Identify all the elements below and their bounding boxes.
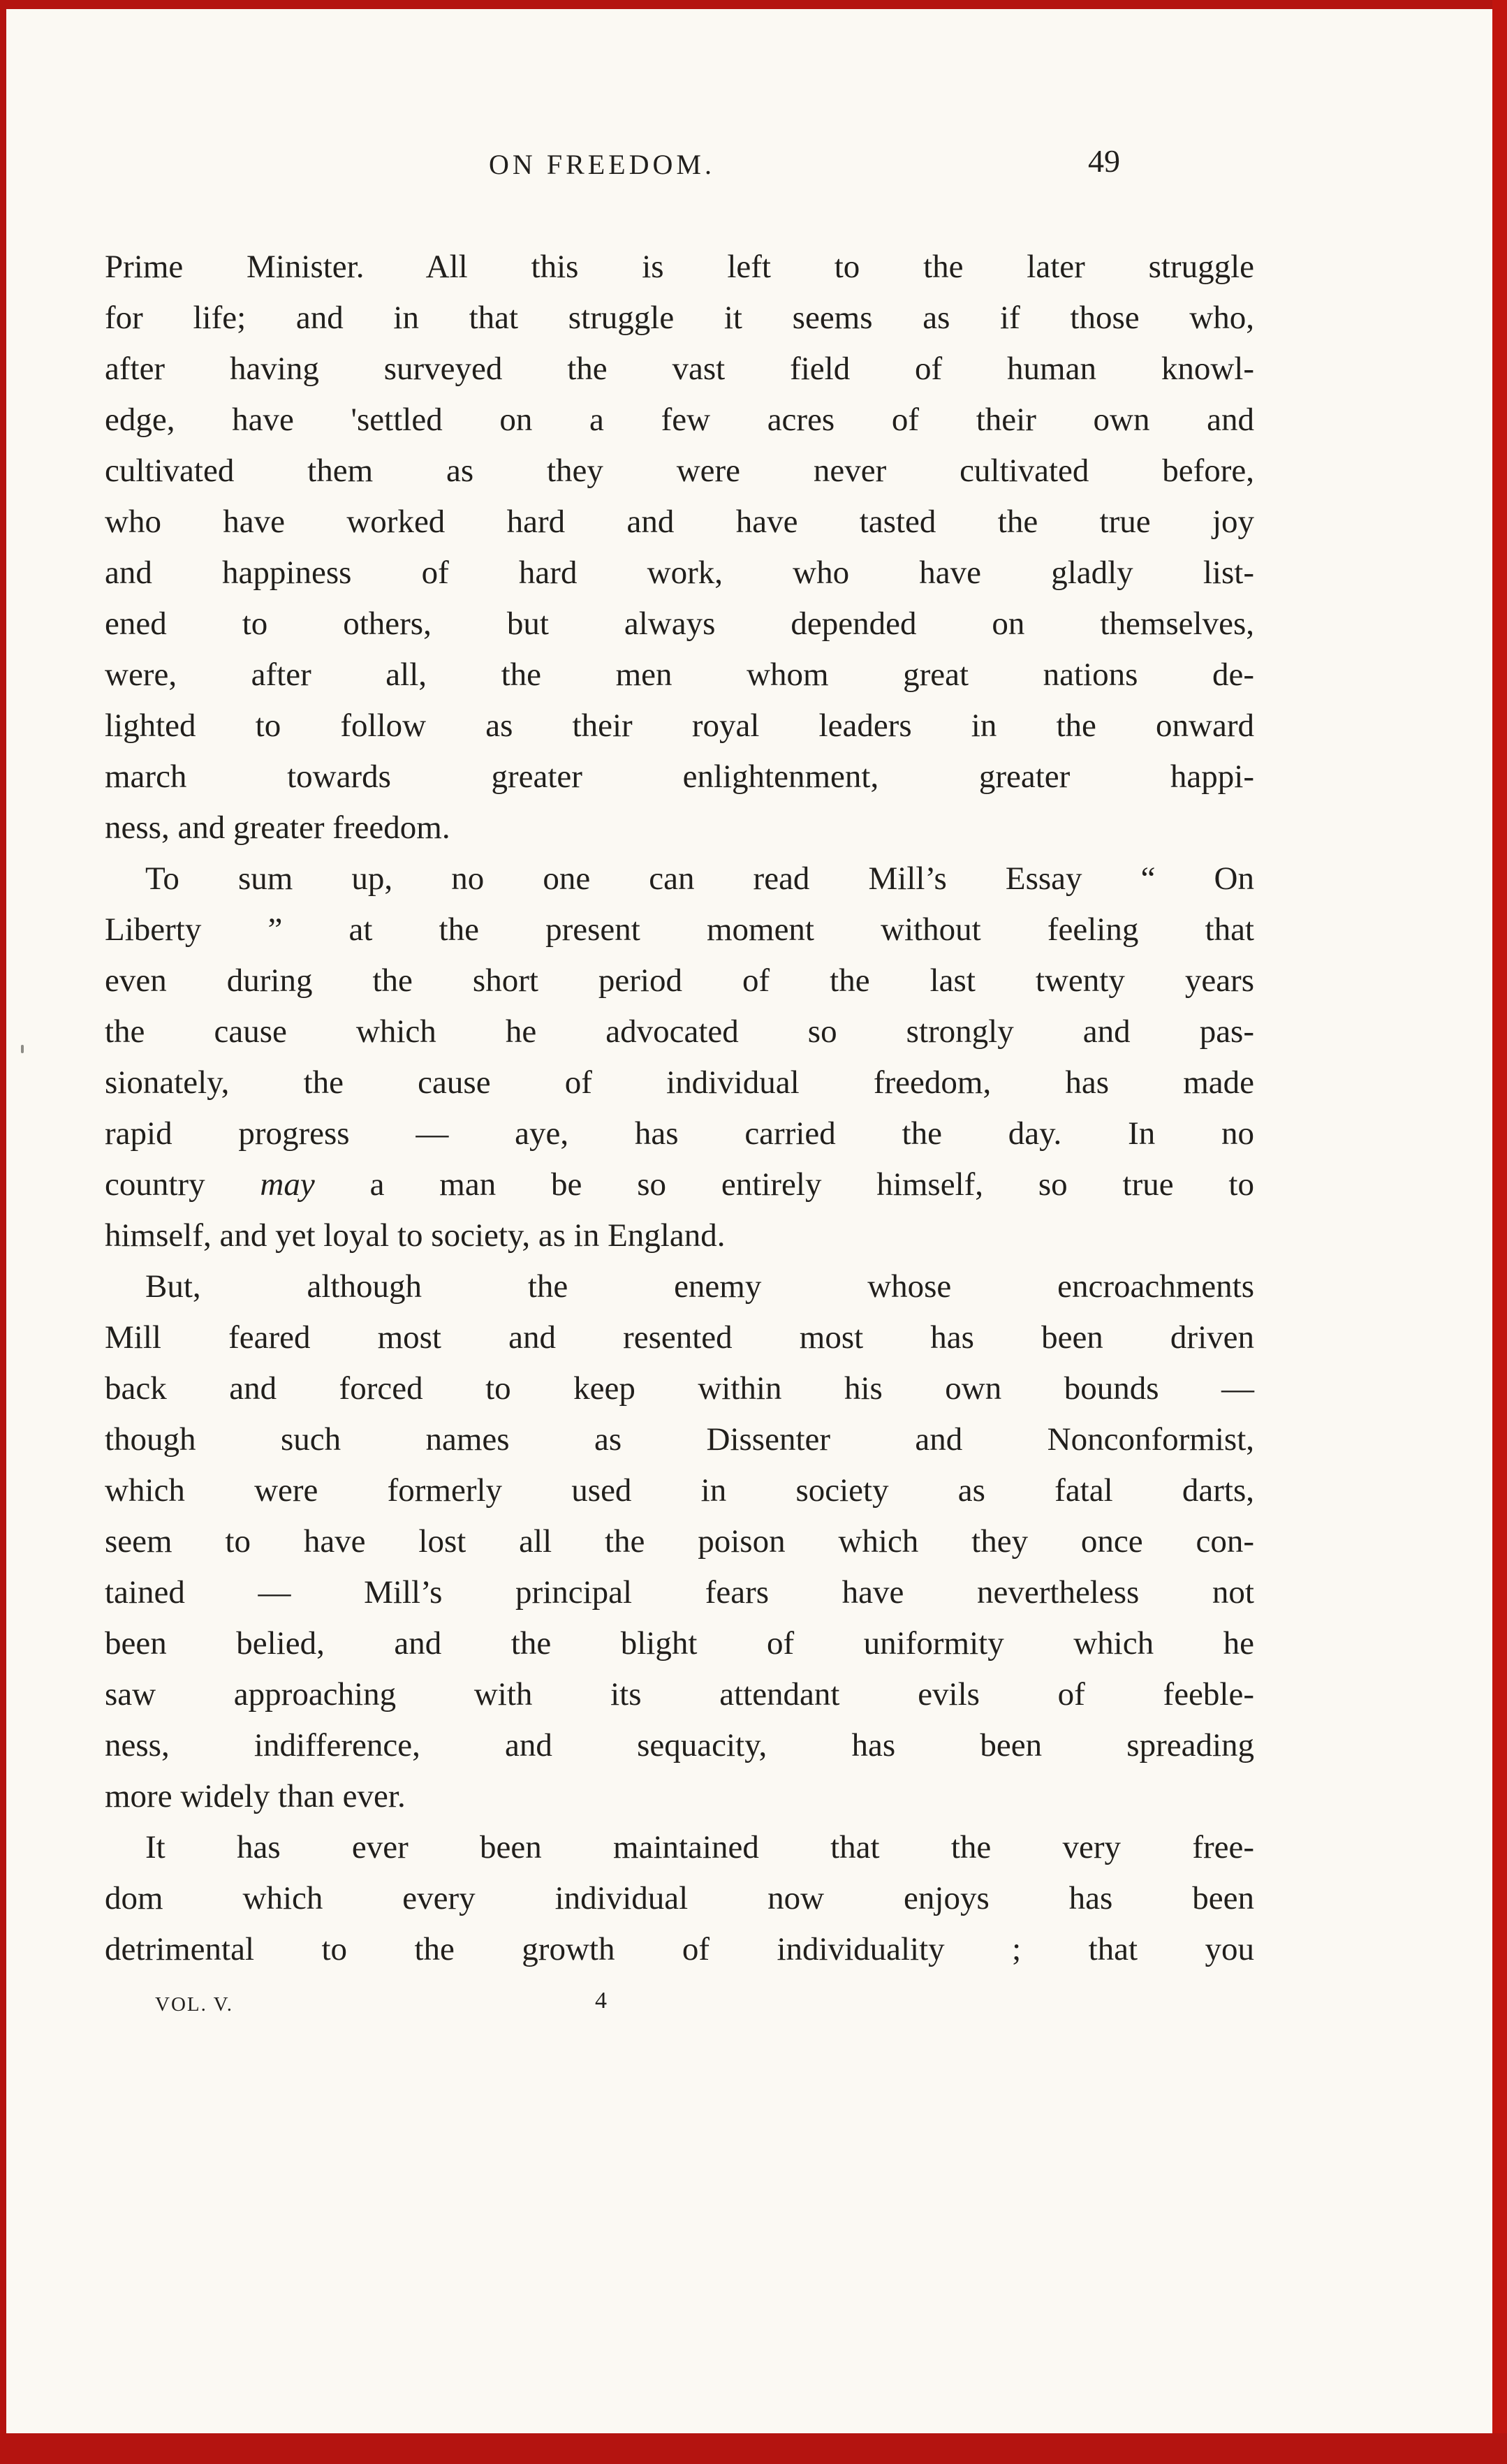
text-segment: after having surveyed the vast field of human knowl-	[105, 351, 1254, 387]
text-line	[105, 344, 1254, 395]
text-segment: cultivated them as they were never cultivated before,	[105, 453, 1254, 489]
text-line	[105, 1006, 1254, 1057]
text-line	[105, 293, 1254, 344]
page-header	[105, 143, 1254, 197]
text-segment: But, although the enemy whose encroachments	[145, 1268, 1254, 1305]
page-number: 49	[1088, 143, 1120, 179]
signature-mark: 4	[595, 1988, 607, 2014]
text-line	[105, 446, 1254, 497]
text-segment: rapid progress — aye, has carried the day. In no	[105, 1115, 1254, 1152]
text-segment: It has ever been maintained that the very free-	[145, 1829, 1254, 1865]
italic-text: may	[260, 1166, 315, 1203]
text-segment: back and forced to keep within his own bounds —	[105, 1370, 1254, 1407]
text-line	[105, 802, 1254, 853]
text-segment: which were formerly used in society as fatal darts,	[105, 1472, 1254, 1509]
text-segment: Liberty ” at the present moment without feeling that	[105, 911, 1254, 948]
volume-label: VOL. V.	[155, 1993, 234, 2016]
text-line	[105, 599, 1254, 650]
text-line	[105, 548, 1254, 599]
text-segment: ness, indifference, and sequacity, has been spreading	[105, 1727, 1254, 1763]
text-line	[105, 1669, 1254, 1720]
text-line	[105, 1873, 1254, 1924]
text-line	[105, 1771, 1254, 1822]
text-segment: ness, and greater freedom.	[105, 809, 450, 846]
text-line	[105, 650, 1254, 701]
text-line	[105, 1108, 1254, 1159]
text-segment: country	[105, 1166, 260, 1203]
scan-edge-left	[0, 0, 6, 2464]
text-line	[105, 497, 1254, 548]
scan-edge-right	[1492, 0, 1507, 2464]
text-line	[105, 1618, 1254, 1669]
text-line	[105, 1822, 1254, 1873]
text-segment: and happiness of hard work, who have gladly list-	[105, 555, 1254, 591]
text-segment: saw approaching with its attendant evils of feeble-	[105, 1676, 1254, 1713]
text-line	[105, 395, 1254, 446]
text-segment: edge, have 'settled on a few acres of their own and	[105, 402, 1254, 438]
text-segment: Prime Minister. All this is left to the later struggle	[105, 249, 1254, 285]
scan-edge-bottom	[0, 2433, 1507, 2464]
text-segment: Mill feared most and resented most has been driven	[105, 1319, 1254, 1356]
text-line	[105, 1159, 1254, 1210]
text-segment: seem to have lost all the poison which they once con-	[105, 1523, 1254, 1560]
text-line	[105, 1261, 1254, 1312]
text-line	[105, 853, 1254, 904]
text-line	[105, 751, 1254, 802]
text-segment: the cause which he advocated so strongly and pas-	[105, 1013, 1254, 1050]
text-segment: dom which every individual now enjoys has been	[105, 1880, 1254, 1916]
text-line	[105, 1414, 1254, 1465]
text-line	[105, 1516, 1254, 1567]
text-line	[105, 701, 1254, 751]
text-segment: were, after all, the men whom great nations de-	[105, 657, 1254, 693]
running-title: ON FREEDOM.	[489, 149, 715, 180]
page-footer	[105, 1988, 1254, 2037]
text-segment: even during the short period of the last twenty years	[105, 962, 1254, 999]
text-segment: though such names as Dissenter and Nonconformist,	[105, 1421, 1254, 1458]
text-segment: more widely than ever.	[105, 1778, 406, 1814]
text-line	[105, 242, 1254, 293]
text-segment: tained — Mill’s principal fears have nevertheless not	[105, 1574, 1254, 1611]
text-line	[105, 1363, 1254, 1414]
text-segment: To sum up, no one can read Mill’s Essay “ On	[145, 860, 1254, 897]
text-segment: himself, and yet loyal to society, as in England.	[105, 1217, 726, 1254]
text-line	[105, 1924, 1254, 1975]
text-line	[105, 1567, 1254, 1618]
text-line	[105, 1465, 1254, 1516]
text-segment: detrimental to the growth of individuality ; that you	[105, 1931, 1254, 1967]
text-line	[105, 904, 1254, 955]
text-line	[105, 1312, 1254, 1363]
body-text	[105, 242, 1254, 1975]
text-segment: sionately, the cause of individual freedom, has made	[105, 1064, 1254, 1101]
scan-artifact	[21, 1045, 24, 1053]
scan-edge-top	[0, 0, 1507, 9]
text-segment: who have worked hard and have tasted the true joy	[105, 504, 1254, 540]
text-segment: ened to others, but always depended on themselves,	[105, 606, 1254, 642]
text-line	[105, 1210, 1254, 1261]
text-segment: a man be so entirely himself, so true to	[314, 1166, 1254, 1203]
text-segment: lighted to follow as their royal leaders in the onward	[105, 707, 1254, 744]
text-segment: for life; and in that struggle it seems as if those who,	[105, 300, 1254, 336]
text-segment: been belied, and the blight of uniformity which he	[105, 1625, 1254, 1662]
text-line	[105, 955, 1254, 1006]
text-line	[105, 1057, 1254, 1108]
text-segment: march towards greater enlightenment, greater happi-	[105, 758, 1254, 795]
text-line	[105, 1720, 1254, 1771]
